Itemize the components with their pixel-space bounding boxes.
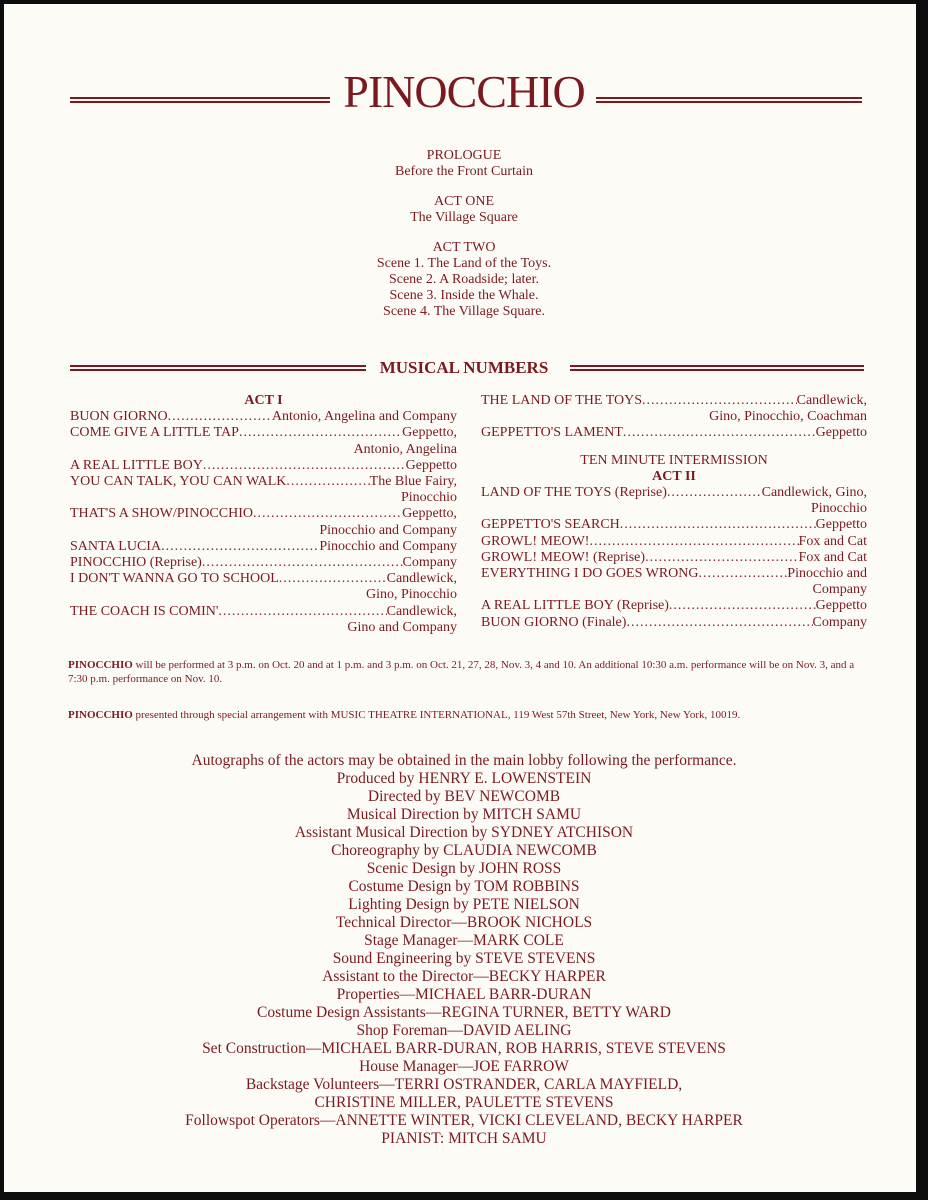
song-cast: Candlewick, Gino,	[761, 485, 867, 501]
scene-line: Scene 1. The Land of the Toys.	[376, 256, 552, 271]
credit-line: Scenic Design by JOHN ROSS	[366, 860, 562, 877]
scene-line: Scene 4. The Village Square.	[383, 304, 545, 319]
song-cast: Company	[402, 555, 457, 571]
credit-line: Lighting Design by PETE NIELSON	[348, 896, 580, 913]
song-row	[70, 555, 457, 571]
song-title: COME GIVE A LITTLE TAP	[70, 425, 239, 441]
credit-line: House Manager—JOE FARROW	[359, 1058, 569, 1075]
song-cast-continued: Antonio, Angelina	[353, 441, 457, 457]
scene-line: The Village Square	[410, 210, 518, 225]
song-row	[481, 425, 867, 441]
scene-line: Scene 2. A Roadside; later.	[388, 272, 540, 287]
credit-line: PIANIST: MITCH SAMU	[381, 1130, 547, 1147]
leader-dots	[642, 393, 797, 409]
song-row	[481, 517, 867, 533]
song-cast-continued: Company	[812, 582, 867, 598]
song-title: BUON GIORNO (Finale)	[481, 614, 627, 630]
credit-line: Backstage Volunteers—TERRI OSTRANDER, CARLA MAYFIELD,	[245, 1076, 683, 1093]
leader-dots	[669, 598, 816, 614]
leader-dots	[253, 506, 402, 522]
song-title: GROWL! MEOW!	[481, 533, 590, 549]
leader-dots	[589, 534, 798, 550]
song-row	[481, 598, 867, 614]
song-cast: Fox and Cat	[798, 549, 867, 565]
leader-dots	[218, 604, 386, 620]
credit-line: Technical Director—BROOK NICHOLS	[335, 914, 593, 931]
credit-line: Produced by HENRY E. LOWENSTEIN	[336, 770, 592, 787]
song-title: THE COACH IS COMIN'	[70, 603, 219, 619]
song-cast-continued: Pinocchio	[811, 501, 867, 517]
song-row	[481, 485, 867, 501]
song-row	[481, 393, 867, 409]
credit-line: Choreography by CLAUDIA NEWCOMB	[331, 842, 597, 859]
performance-note	[68, 658, 868, 686]
leader-dots	[202, 555, 403, 571]
song-row	[481, 566, 867, 582]
performance-note-text: will be performed at 3 p.m. on Oct. 20 and at 1 p.m. and 3 p.m. on Oct. 21, 27, 28, Nov. 3, 4 and 10. An additional 10:30 a.m. performance will be on Nov. 3, and a 7:30 p.m. performance on Nov. 10.	[68, 659, 855, 685]
song-cast: Antonio, Angelina and Company	[271, 409, 457, 425]
leader-dots	[620, 517, 816, 533]
page-title: PINOCCHIO	[343, 66, 585, 117]
song-row	[70, 458, 457, 474]
song-cast: Geppetto	[815, 517, 867, 533]
credit-line: Sound Engineering by STEVE STEVENS	[332, 950, 596, 967]
scene-line: Scene 3. Inside the Whale.	[389, 288, 539, 303]
song-title: A REAL LITTLE BOY (Reprise)	[481, 598, 669, 614]
song-cast: Candlewick,	[386, 571, 457, 587]
leader-dots	[239, 425, 402, 441]
song-row	[70, 604, 457, 620]
credit-line: Costume Design Assistants—REGINA TURNER, BETTY WARD	[257, 1004, 671, 1021]
song-title: GEPPETTO'S SEARCH	[481, 517, 620, 533]
song-cast: Candlewick,	[796, 393, 867, 408]
right-act2-list	[481, 485, 867, 631]
credit-line: Costume Design by TOM ROBBINS	[348, 878, 580, 895]
scene-heading: ACT ONE	[433, 194, 495, 209]
credits-list	[0, 752, 928, 1148]
musical-numbers-right-column	[481, 393, 867, 631]
song-title: GEPPETTO'S LAMENT	[481, 425, 623, 441]
leader-dots	[203, 458, 406, 474]
song-row	[70, 539, 457, 555]
song-row	[70, 506, 457, 522]
leader-dots	[699, 566, 788, 582]
song-cast: Candlewick,	[386, 603, 457, 619]
song-title: I DON'T WANNA GO TO SCHOOL	[70, 571, 279, 587]
performance-note-title: PINOCCHIO	[68, 659, 133, 671]
arrangement-note-text: presented through special arrangement with MUSIC THEATRE INTERNATIONAL, 119 West 57th Street, New York, New York, 10019.	[132, 709, 741, 721]
musical-numbers-left-column	[70, 393, 457, 636]
arrangement-note	[68, 708, 868, 722]
scene-heading: ACT TWO	[432, 240, 496, 255]
leader-dots	[626, 615, 812, 631]
song-cast: Geppetto	[815, 598, 867, 614]
leader-dots	[161, 539, 319, 555]
song-cast: Pinocchio and	[787, 566, 867, 582]
song-title: PINOCCHIO (Reprise)	[70, 555, 202, 571]
song-row	[481, 534, 867, 550]
credit-line: Directed by BEV NEWCOMB	[367, 788, 561, 805]
song-row	[70, 571, 457, 587]
song-row	[70, 425, 457, 441]
credit-line: Stage Manager—MARK COLE	[364, 932, 564, 949]
song-row	[481, 615, 867, 631]
song-cast-continued: Gino, Pinocchio	[366, 587, 457, 603]
song-cast: Geppetto	[405, 457, 457, 473]
song-cast: The Blue Fairy,	[369, 474, 457, 490]
act-one-label: ACT I	[244, 393, 283, 408]
leader-dots	[645, 550, 798, 566]
song-cast: Geppetto,	[402, 425, 457, 441]
song-cast: Fox and Cat	[798, 533, 867, 549]
credit-line: Properties—MICHAEL BARR-DURAN	[336, 986, 592, 1003]
song-cast-continued: Pinocchio and Company	[319, 522, 457, 538]
song-cast-continued: Gino, Pinocchio, Coachman	[709, 409, 867, 425]
leader-dots	[168, 409, 272, 425]
intermission-label: TEN MINUTE INTERMISSION	[580, 452, 768, 468]
song-row	[481, 550, 867, 566]
credit-line: CHRISTINE MILLER, PAULETTE STEVENS	[314, 1094, 614, 1111]
scene-line: Before the Front Curtain	[394, 164, 534, 179]
right-act1-list	[481, 393, 867, 442]
credit-line: Shop Foreman—DAVID AELING	[356, 1022, 572, 1039]
song-cast: Company	[812, 614, 867, 630]
credit-line: Assistant Musical Direction by SYDNEY ATCHISON	[294, 824, 634, 841]
song-title: THE LAND OF THE TOYS	[481, 393, 643, 408]
scene-heading: PROLOGUE	[426, 148, 502, 163]
song-row	[70, 474, 457, 490]
credit-line: Followspot Operators—ANNETTE WINTER, VICKI CLEVELAND, BECKY HARPER	[185, 1112, 743, 1129]
scene-prologue	[0, 148, 928, 180]
song-title: A REAL LITTLE BOY	[70, 457, 203, 473]
song-cast-continued: Gino and Company	[347, 619, 457, 635]
arrangement-note-title: PINOCCHIO	[68, 709, 133, 721]
leader-dots	[667, 485, 762, 501]
credit-line: Musical Direction by MITCH SAMU	[346, 806, 582, 823]
song-cast: Geppetto	[815, 425, 867, 441]
leader-dots	[286, 474, 369, 490]
song-row	[70, 409, 457, 425]
leader-dots	[623, 425, 816, 441]
scene-act-two	[0, 240, 928, 320]
scene-act-one	[0, 194, 928, 226]
credit-line: Assistant to the Director—BECKY HARPER	[322, 968, 606, 985]
song-cast-continued: Pinocchio	[401, 490, 457, 506]
song-title: EVERYTHING I DO GOES WRONG	[481, 566, 699, 582]
song-title: YOU CAN TALK, YOU CAN WALK	[70, 474, 287, 490]
autograph-note: Autographs of the actors may be obtained in the main lobby following the performance.	[191, 752, 737, 769]
leader-dots	[279, 571, 387, 587]
credit-line: Set Construction—MICHAEL BARR-DURAN, ROB HARRIS, STEVE STEVENS	[202, 1040, 726, 1057]
song-title: BUON GIORNO	[70, 409, 168, 425]
song-cast: Geppetto,	[402, 506, 457, 522]
musical-numbers-heading: MUSICAL NUMBERS	[379, 358, 549, 377]
song-title: THAT'S A SHOW/PINOCCHIO	[70, 506, 253, 522]
song-title: GROWL! MEOW! (Reprise)	[481, 549, 646, 565]
song-title: SANTA LUCIA	[70, 538, 162, 554]
act-two-label: ACT II	[652, 468, 696, 484]
song-cast: Pinocchio and Company	[319, 538, 457, 554]
song-title: LAND OF THE TOYS (Reprise)	[481, 485, 667, 501]
